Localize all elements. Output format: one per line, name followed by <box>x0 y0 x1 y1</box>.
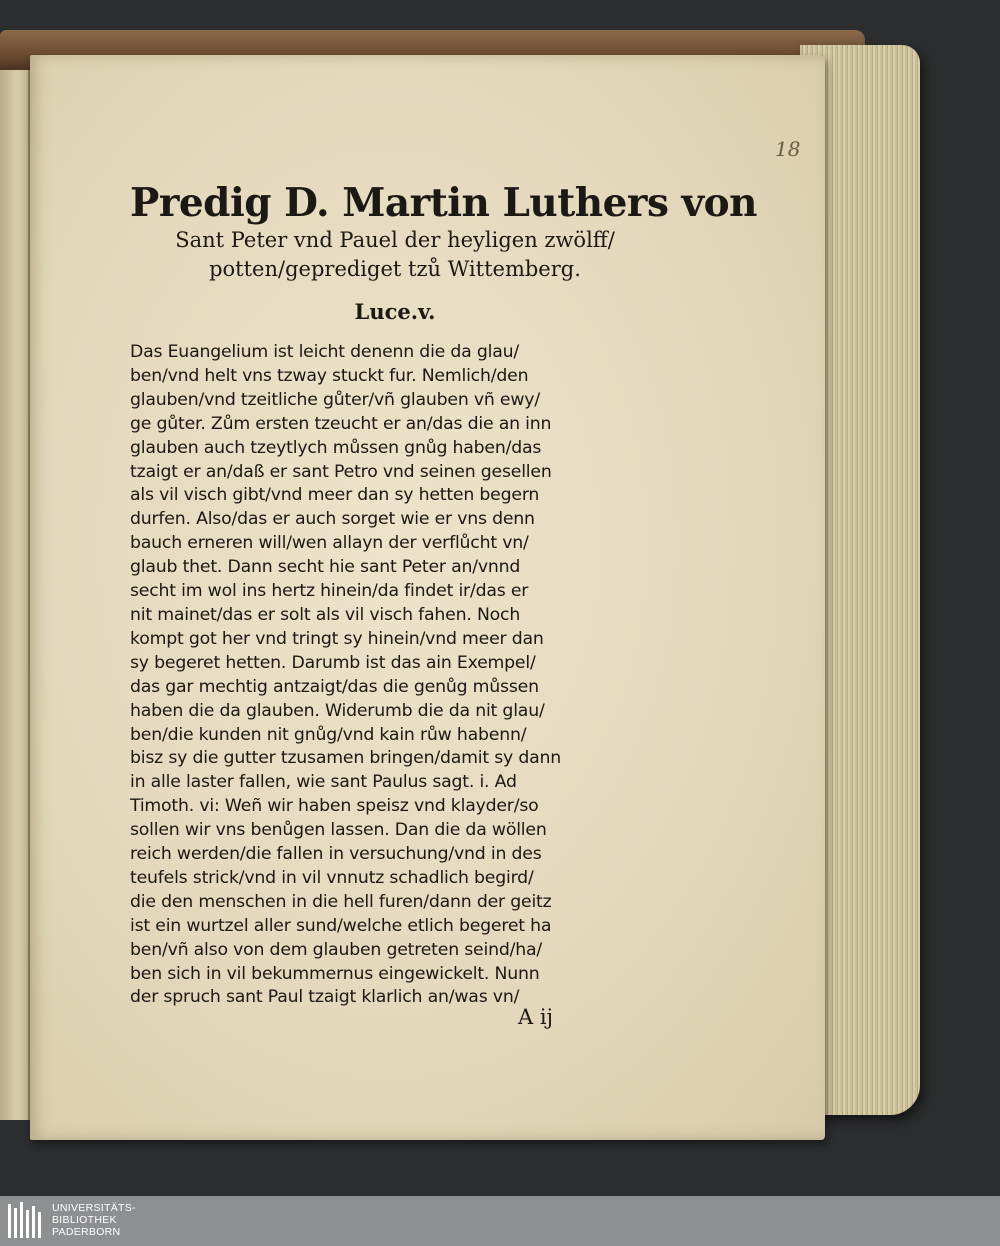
sermon-subtitle-line2: potten/geprediget tzů Wittemberg. <box>209 257 581 281</box>
left-page-edge <box>0 70 30 1120</box>
body-line: bauch erneren will/wen allayn der verflůcht vn/ <box>130 533 529 554</box>
body-line: der spruch sant Paul tzaigt klarlich an/was vn/ <box>130 987 520 1008</box>
body-line: ben/vñ also von dem glauben getreten seind/ha/ <box>130 939 542 960</box>
body-line: teufels strick/vnd in vil vnnutz schadlich begird/ <box>130 867 534 888</box>
library-logo-text <box>52 1202 136 1238</box>
body-line: secht im wol ins hertz hinein/da findet ir/das er <box>130 581 529 602</box>
body-line: ben sich in vil bekummernus eingewickelt. Nunn <box>130 963 540 984</box>
logo-line: UNIVERSITÄTS- <box>52 1202 136 1214</box>
sermon-subtitle-line1: Sant Peter vnd Pauel der heyligen zwölff/ <box>175 228 615 252</box>
logo-line: BIBLIOTHEK <box>52 1214 117 1226</box>
library-logo-icon <box>6 1200 46 1242</box>
body-line: sollen wir vns benůgen lassen. Dan die da wöllen <box>130 820 547 841</box>
sermon-title: Predig D. Martin Luthers von <box>130 180 758 226</box>
body-line: Timoth. vi: Weñ wir haben speisz vnd klayder/so <box>130 796 539 817</box>
book-page <box>30 55 825 1140</box>
body-line: die den menschen in die hell furen/dann der geitz <box>130 891 552 912</box>
body-line: kompt got her vnd tringt sy hinein/vnd meer dan <box>130 628 544 649</box>
folio-number: 18 <box>775 137 801 161</box>
body-line: durfen. Also/das er auch sorget wie er vns denn <box>130 509 535 530</box>
body-line: bisz sy die gutter tzusamen bringen/damit sy dann <box>130 748 562 769</box>
body-line: das gar mechtig antzaigt/das die genůg můssen <box>130 676 539 697</box>
body-line: glaub thet. Dann secht hie sant Peter an/vnnd <box>130 557 521 578</box>
body-paragraph <box>130 341 660 1010</box>
body-line: ben/die kunden nit gnůg/vnd kain růw habenn/ <box>130 724 527 745</box>
body-line: nit mainet/das er solt als vil visch fahen. Noch <box>130 604 521 625</box>
body-line: tzaigt er an/daß er sant Petro vnd seinen gesellen <box>130 461 552 482</box>
body-line: als vil visch gibt/vnd meer dan sy hetten begern <box>130 485 540 506</box>
body-line: glauben auch tzeytlych můssen gnůg haben/das <box>130 437 542 458</box>
signature-mark: A ij <box>518 1005 554 1029</box>
page-text-block <box>130 180 758 1010</box>
body-line: ist ein wurtzel aller sund/welche etlich begeret ha <box>130 915 552 936</box>
library-footer-bar <box>0 1196 1000 1246</box>
body-line: sy begeret hetten. Darumb ist das ain Exempel/ <box>130 652 536 673</box>
body-line: reich werden/die fallen in versuchung/vnd in des <box>130 844 542 865</box>
body-line: ge gůter. Zům ersten tzeucht er an/das die an inn <box>130 413 552 434</box>
body-line: haben die da glauben. Widerumb die da nit glau/ <box>130 700 545 721</box>
body-line: Das Euangelium ist leicht denenn die da glau/ <box>130 342 519 362</box>
logo-line: PADERBORN <box>52 1226 121 1238</box>
body-line: glauben/vnd tzeitliche gůter/vñ glauben vñ ewy/ <box>130 389 540 410</box>
body-line: in alle laster fallen, wie sant Paulus sagt. i. Ad <box>130 772 517 793</box>
body-line: ben/vnd helt vns tzway stuckt fur. Nemlich/den <box>130 365 529 386</box>
scripture-reference: Luce.v. <box>354 299 436 324</box>
